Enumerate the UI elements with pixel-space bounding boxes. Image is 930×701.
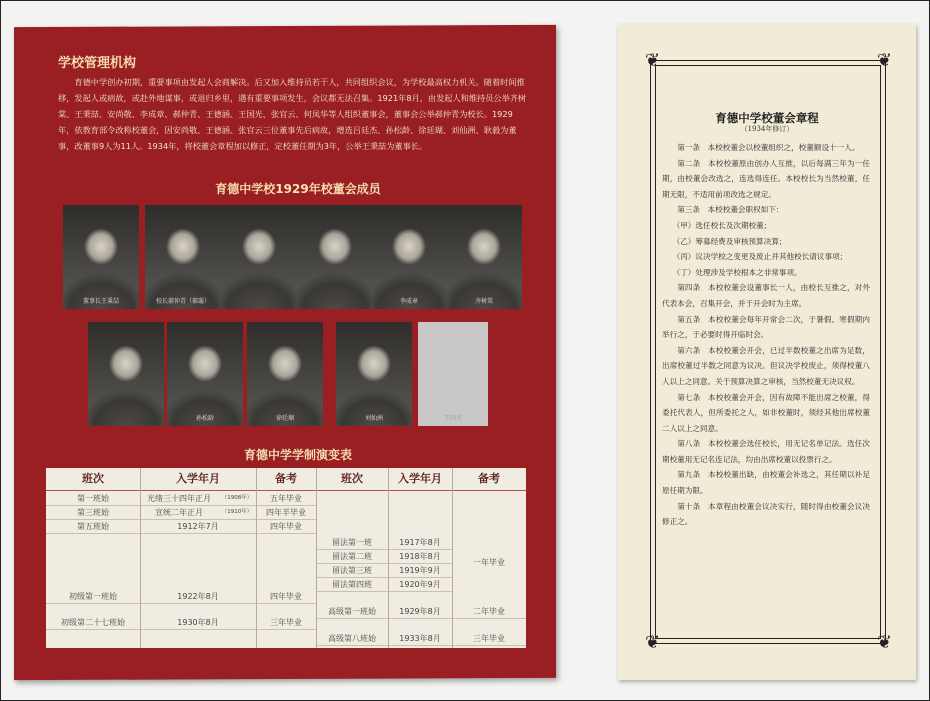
school-system-table xyxy=(46,468,526,648)
corner-ornament-icon: ❦ xyxy=(876,50,892,71)
photo-caption: 校长郝仲青（郝璇） xyxy=(155,298,210,305)
charter-item: （乙）筹募经费及审核预算决算； xyxy=(672,236,787,246)
table-cell: 第五班始 xyxy=(46,520,140,534)
portrait-photo xyxy=(145,205,221,309)
photo-caption: 徐廷瑚 xyxy=(275,415,294,422)
table-cell: 二年毕业 xyxy=(452,605,526,619)
table-cell-note: （1908年） xyxy=(218,492,256,506)
table-cell: 三年毕业 xyxy=(256,616,316,630)
portrait-photo xyxy=(88,322,164,426)
charter-article: 第七条 本校校董会开会，因有故障不能出席之校董，得委托代表人，但所委托之人，如非校董时，须经其他出席校董二人以上之同意。 xyxy=(662,392,870,433)
table-header: 班次 xyxy=(46,468,141,491)
photo-caption: 刘仙洲 xyxy=(364,415,383,422)
blank-photo-placeholder xyxy=(418,322,488,426)
photo-caption: 董事长王秉喆 xyxy=(82,298,119,305)
charter-article: 第九条 本校校董出缺，由校董会补选之，其任期以补足原任期为限。 xyxy=(662,470,870,496)
table-header: 备考 xyxy=(256,468,317,491)
charter-item: （甲）选任校长及次期校董； xyxy=(672,220,772,230)
charter-article: 第二条 本校校董原由创办人互推，以后每满三年为一任期，由校董会改选之，连选得连任。本校校长为当然校董，任期无限，不适用前项改选之规定。 xyxy=(662,158,870,199)
table-divider xyxy=(388,468,389,648)
table-header: 班次 xyxy=(316,468,389,491)
table-cell: 留法第一班 xyxy=(316,536,388,550)
table-cell: 初级第一班始 xyxy=(46,590,140,604)
charter-article: 第五条 本校校董会每年开常会二次，于暑假、寒假期内举行之，于必要时得开临时会。 xyxy=(662,314,870,340)
table-cell: 1920年9月 xyxy=(388,578,452,592)
portrait-photo xyxy=(297,205,373,309)
table-cell-note: （1910年） xyxy=(218,506,256,520)
table-cell: 1918年8月 xyxy=(388,550,452,564)
charter-subtitle: （1934年修订） xyxy=(740,125,794,133)
portrait-photo xyxy=(247,322,323,426)
photo-caption: 王国光 xyxy=(443,415,462,422)
photo-caption: 李成章 xyxy=(399,298,418,305)
corner-ornament-icon: ❦ xyxy=(876,632,892,653)
table-cell: 高级第一班始 xyxy=(316,605,388,619)
table-cell: 留法第二班 xyxy=(316,550,388,564)
table-cell: 留法第三班 xyxy=(316,564,388,578)
table-divider xyxy=(140,468,141,648)
table-cell: 1929年8月 xyxy=(388,605,452,619)
portrait-photo xyxy=(371,205,447,309)
portrait-photo xyxy=(221,205,297,309)
table-cell: 第一班始 xyxy=(46,492,140,506)
table-cell: 宣统二年正月 xyxy=(140,506,218,520)
table-cell: 留法第四班 xyxy=(316,578,388,592)
photo-caption: 孙松龄 xyxy=(195,415,214,422)
table-cell: 高级第八班始 xyxy=(316,632,388,646)
charter-article: 第一条 本校校董会以校董组织之，校董额设十一人。 xyxy=(677,143,860,152)
table-cell: 1933年8月 xyxy=(388,632,452,646)
corner-ornament-icon: ❦ xyxy=(645,632,661,653)
table-cell: 四年半毕业 xyxy=(256,506,316,520)
table-cell: 1919年9月 xyxy=(388,564,452,578)
table-cell: 1922年8月 xyxy=(140,590,256,604)
table-cell: 四年毕业 xyxy=(256,520,316,534)
table-header: 备考 xyxy=(452,468,526,491)
table-cell: 1917年8月 xyxy=(388,536,452,550)
table-cell: 三年毕业 xyxy=(452,632,526,646)
photo-caption: 齐树棠 xyxy=(474,298,493,305)
table-divider xyxy=(452,468,453,648)
intro-paragraph: 育德中学创办初期，重要事项由发起人会商解决。后又加入维持员若干人，共同组织会议，为学校最高权力机关。随着时间推移，发起人或病故，或赴外地谋事，或退归乡里，遇有重要事项发生，会议都无法召集。1921年8月，由发起人和维持员公举齐树棠、王秉喆、安尚敬、李成章、郝仲青、王德涵、王国光、张官云、何凤华等人组织董事会，董事会公举郝仲青为校长。1929年，依教育部令改称校董会，因安尚敬、王德涵、张官云三位董事先后病故，增选吕廷杰、孙松龄、徐廷瑚、刘仙洲、耿毅为董事，改董事9人为11人。1934年，将校董会章程加以修正，定校董任期为3年，公举王秉喆为董事长。 xyxy=(58,77,527,151)
charter-article: 第三条 本校校董会职权如下： xyxy=(677,205,784,215)
portrait-photo xyxy=(63,205,139,309)
section-title: 学校管理机构 xyxy=(58,56,137,71)
charter-title: 育德中学校董会章程 xyxy=(715,111,819,125)
table-cell: 初级第二十七班始 xyxy=(46,616,140,630)
charter-item: （丁）处理涉及学校根本之非常事项。 xyxy=(672,267,802,277)
portrait-photo xyxy=(336,322,412,426)
table-title: 育德中学学制演变表 xyxy=(243,448,352,462)
table-cell: 1930年8月 xyxy=(140,616,256,630)
charter-article: 第八条 本校校董会选任校长，用无记名单记法。选任次期校董用无记名连记法，均由出席校董以投票行之。 xyxy=(662,439,870,464)
table-header: 入学年月 xyxy=(140,468,257,491)
charter-display-board xyxy=(618,24,916,680)
table-divider xyxy=(256,468,257,648)
table-cell: 第三班始 xyxy=(46,506,140,520)
portrait-photo xyxy=(446,205,522,309)
charter-body xyxy=(662,140,870,530)
photos-title: 育德中学校1929年校董会成员 xyxy=(215,182,381,196)
table-cell: 1912年7月 xyxy=(140,520,256,534)
table-cell: 光绪三十四年正月 xyxy=(140,492,218,506)
portrait-photo xyxy=(167,322,243,426)
table-cell: 四年毕业 xyxy=(256,590,316,604)
charter-item: （丙）议决学校之变更及废止并其他校长请议事项； xyxy=(672,252,848,262)
table-divider xyxy=(316,468,317,648)
charter-article: 第十条 本章程由校董会议决实行，随时得由校董会议决修正之。 xyxy=(662,501,870,527)
table-cell: 一年毕业 xyxy=(473,558,505,567)
charter-article: 第四条 本校校董会设董事长一人，由校长互推之，对外代表本会，召集开会，并于开会时为主席。 xyxy=(662,283,870,308)
charter-article: 第六条 本校校董会开会，已过半数校董之出席为足数，出席校董过半数之同意为议决。但议决学校废止，须得校董八人以上之同意。关于预算决算之审核，当然校董无决议权。 xyxy=(662,345,870,386)
table-cell: 五年毕业 xyxy=(256,492,316,506)
table-header: 入学年月 xyxy=(388,468,453,491)
corner-ornament-icon: ❦ xyxy=(645,50,661,71)
